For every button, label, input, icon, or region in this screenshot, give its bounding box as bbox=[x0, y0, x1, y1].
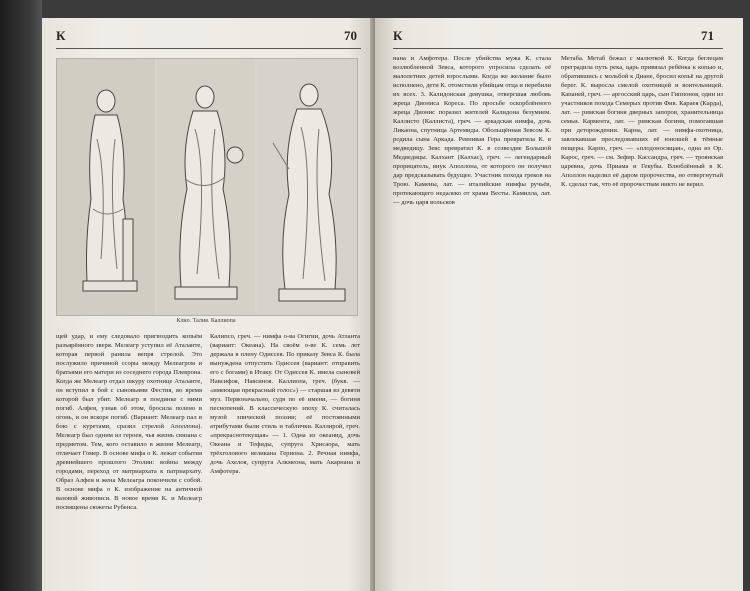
right-page bbox=[375, 18, 743, 591]
right-column-2: Метаба. Метаб бежал с малюткой К. Когда беглецам преградила путь река, царь привязал ребёнка к копью и, обратившись с мольбой к Диане, бросил копьё на другой берег. К. выросла смелой охотницей и воительницей. Капаней, греч. — аргосский царь, сын Гиппоноя, один из участников похода Семерых против Фив. Караея (Карда), лат. — римская богиня дверных запоров, хранительница семьи. Карментa, лат. — римская богиня, помогавшая при деторождении. Карна, лат. — нимфа-охотница, завлекавшая преследовавших её юношей в тёмные пещеры. Карпо, греч. — «плодоносящая», одна из Ор. Карос, греч. — см. Зефир. Кассандра, греч. — троянская царевна, дочь Приама и Гекубы. Влюблённый в К. Аполлон наделил её даром пророчества, но отвергнутый К. сделал так, что её пророчествам никто не верил. bbox=[561, 55, 723, 188]
left-page-number: 70 bbox=[344, 28, 357, 43]
page-edge-shadow bbox=[0, 0, 42, 591]
right-column-1: нана и Амфотера. После убийства мужа К. стала возлюбленной Зевса, которого упросила сделать её малолетних детей взрослыми. Когда же желание было исполнено, дети К. отомстили убийцам отца и перебили их всех. 3. Калидонская девушка, отвергшая любовь жреца Диониса Кореса. По просьбе оскорблённого жреца Дионис поразил жителей Калидона безумием. Каллисто (Каллиста), греч. — аркадская нимфа, дочь Ликаона, спутница Артемиды. Обольщённая Зевсом К. родила сына Аркада. Ревнивая Гера превратила К. в медведицу. Зевс превратил К. в созвездие Большой Медведицы. Калхант (Калхас), греч. — легендарный прорицатель, внук Аполлона, от которого он получил дар предсказывать будущее. Участник похода греков на Трою. Камены, лат. — италийские нимфы ручьёв, протекающего недалеко от храма Весты. Камилла, лат. — дочь царя вольсков bbox=[393, 55, 551, 206]
left-header-letter: К bbox=[56, 28, 66, 43]
right-page-number: 71 bbox=[701, 28, 714, 43]
left-header-rule bbox=[56, 48, 361, 49]
three-statues-image bbox=[57, 59, 357, 315]
right-header-letter: К bbox=[393, 28, 403, 43]
right-header-rule bbox=[393, 48, 723, 49]
left-page bbox=[42, 18, 375, 591]
left-column-1: щей удар, и ему следовало пригвоздить копьём разъярённого зверя. Мелеагр уступил её Аталанте, которая первой ранила вепря стрелой. Это послужило причиной ссоры между Мелеагром и братьями его матери из соседнего города Плеврона. Когда же Мелеагр отдал шкуру охотнице Аталанте, он вступил в бой с сыновьями Фестия, во время которой был убит. Мелеагр в поединке с ними погиб. Алфея, узнав об этом, бросила полено в огонь, и он вскоре погиб. (Вариант: Мелеагр пал в бою с куретами, сразил стрелой Аполлона). Мелеагр был одним из героев, чья жизнь связана с предметом. Тем, кого оставило в жизни Мелеагр, отличает Гомер. В основе мифа о К. лежат события древнейшего прошлого Этолии: войны между городами, переход от матриархата к патриархату. Образ Алфеи и жена Мелеагра покончили с собой. В основе мифа о К. изображение на античной вазовой живописи. В новое время К. и Мелеагр посвящены сюжеты Рубенса. bbox=[56, 333, 202, 511]
left-column-2: Калипсо, греч. — нимфа о-ва Огигии, дочь Атланта (вариант: Океана). На своём о-ве К. семь лет держала в плену Одиссея. По приказу Зевса К. была вынуждена отпустить Одиссея (вариант: отправить его с богами) в Итаку. От Одиссея К. имела сыновей Навсифоя, Навсиноя. Каллиопа, греч. (букв. — «имеющая прекрасный голос») — старшая из девяти муз. Первоначально, судя по её имени, — богиня песнопений. В классическую эпоху К. считалась музой эпической поэзии; её постоянными атрибутами были стиль и таблички. Каллирой, греч. «прекраснотекущая» — 1. Одна из океанид, дочь Океана и Тефиды, супруга Хрисаора, мать трёхголового великана Гериона. 2. Речная нимфа, дочь Ахелоя, супруга Алкмеона, мать Акарнана и Амфотера. bbox=[210, 333, 360, 475]
muses-illustration bbox=[56, 58, 358, 316]
illustration-caption: Клио. Талия. Каллиопа bbox=[176, 318, 236, 324]
